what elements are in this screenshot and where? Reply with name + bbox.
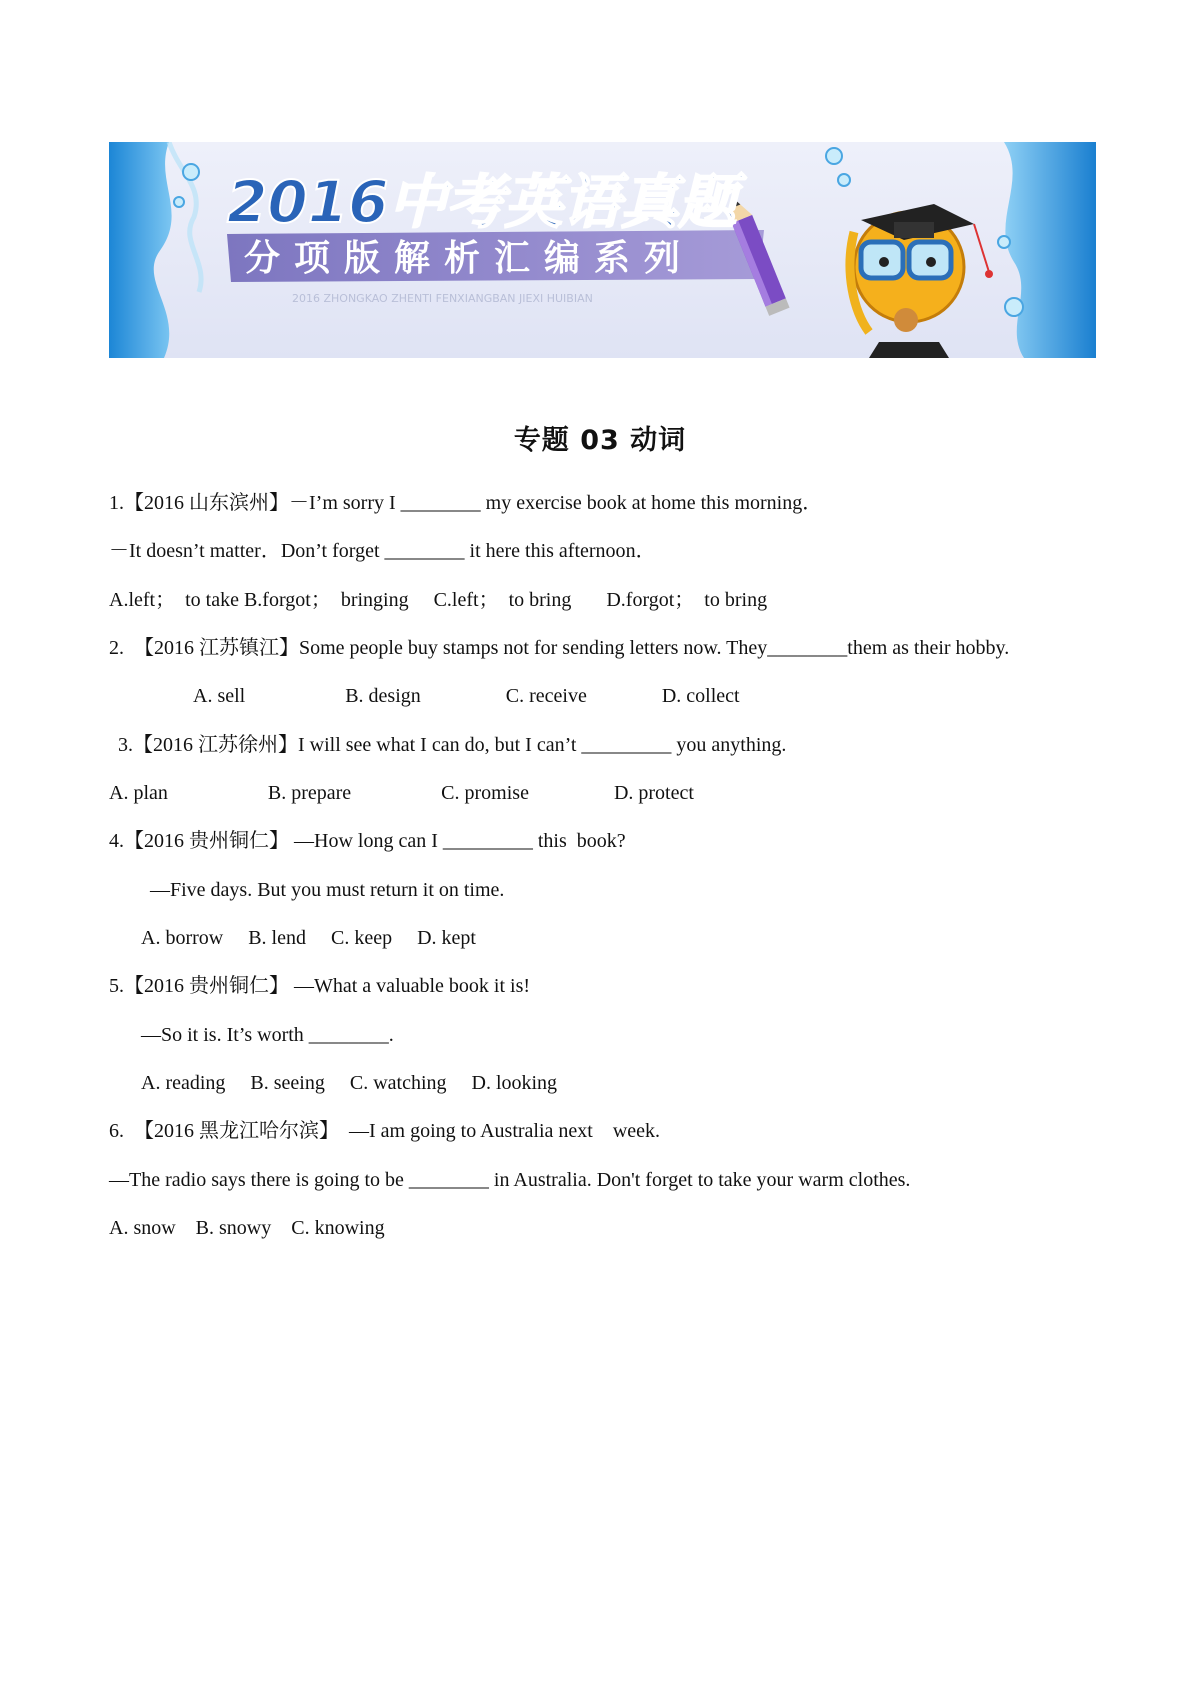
right-water-splash (1004, 142, 1096, 358)
question-5-stem: 5.【2016 贵州铜仁】 —What a valuable book it is! (109, 975, 531, 997)
question-1-stem: 1.【2016 山东滨州】－I’m sorry I ________ my exercise book at home this morning． (109, 492, 823, 514)
question-4-options: A. borrow B. lend C. keep D. kept (141, 927, 476, 949)
question-3-stem: 3.【2016 江苏徐州】I will see what I can do, but I can’t _________ you anything. (118, 734, 787, 756)
question-5-reply: —So it is. It’s worth ________. (141, 1024, 394, 1046)
question-2-stem: 2. 【2016 江苏镇江】Some people buy stamps not for sending letters now. They________them as their hobby. (109, 637, 1010, 659)
question-1-reply: －It doesn’t matter．Don’t forget ________ it here this afternoon． (109, 540, 656, 562)
question-6-stem: 6. 【2016 黑龙江哈尔滨】 —I am going to Australia next week. (109, 1120, 661, 1142)
header-banner (109, 142, 1096, 358)
banner-pinyin: 2016 ZHONGKAO ZHENTI FENXIANGBAN JIEXI HUIBIAN (292, 292, 593, 305)
question-3-options: A. plan B. prepare C. promise D. protect (109, 782, 694, 804)
question-4-reply: —Five days. But you must return it on time. (150, 879, 505, 901)
banner-title: 2016中考英语真题 (227, 168, 737, 236)
question-6-reply: —The radio says there is going to be ________ in Australia. Don't forget to take your warm clothes. (109, 1169, 911, 1191)
question-6-options: A. snow B. snowy C. knowing (109, 1217, 385, 1239)
question-4-stem: 4.【2016 贵州铜仁】 —How long can I _________ this book? (109, 830, 626, 852)
banner-graphic (109, 142, 1096, 358)
question-5-options: A. reading B. seeing C. watching D. looking (141, 1072, 558, 1094)
banner-subtitle: 分项版解析汇编系列 (244, 238, 695, 279)
question-1-options: A.left； to take B.forgot； bringing C.left； to bring D.forgot； to bring (109, 589, 768, 611)
document-title: 专题 03 动词 (513, 425, 687, 456)
question-2-options: A. sell B. design C. receive D. collect (193, 685, 740, 707)
